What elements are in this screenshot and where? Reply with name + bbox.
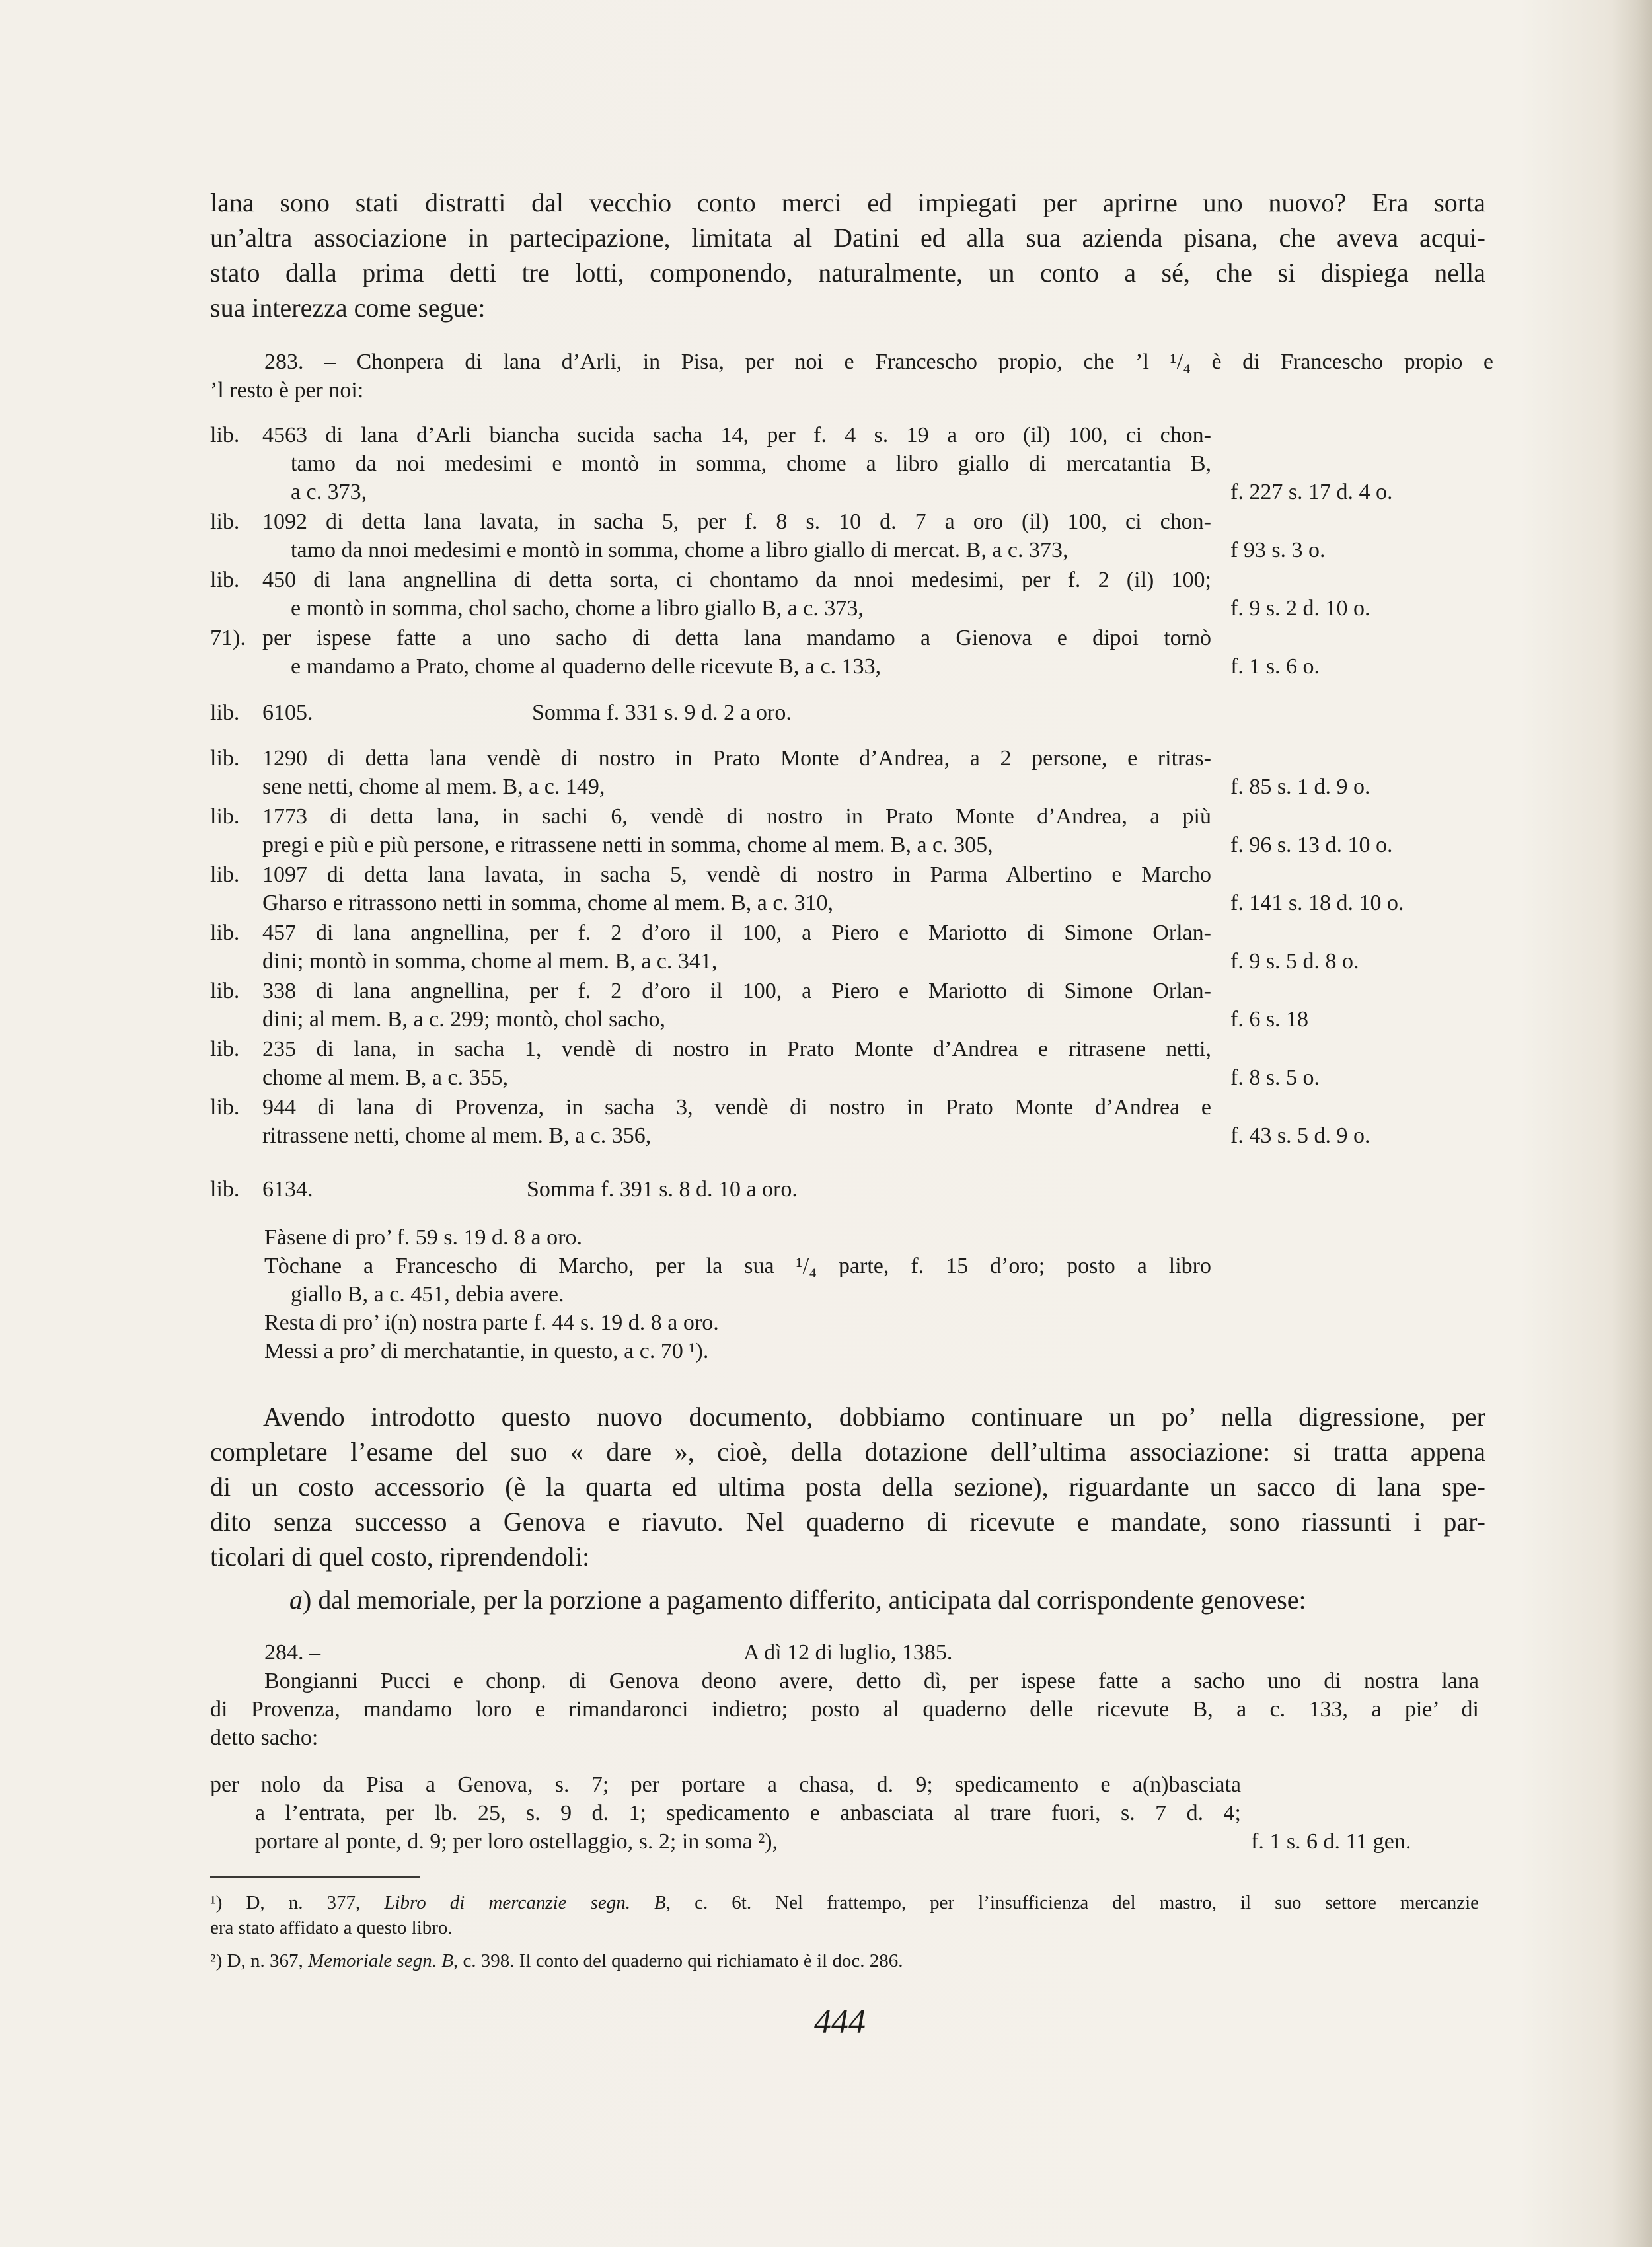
closing-line: Fàsene di pro’ f. 59 s. 19 d. 8 a oro. <box>264 1225 582 1250</box>
footnote-marker: ²) <box>210 1950 223 1971</box>
body-line: dito senza successo a Genova e riavuto. Nel quaderno di ricevute e mandate, sono riassunti i par- <box>210 1507 1485 1537</box>
total-qty: 6105. <box>262 701 313 725</box>
entry-label: lib. <box>210 1095 240 1120</box>
entry-amount: f. 227 s. 17 d. 4 o. <box>1230 480 1393 504</box>
entry-line: dini; al mem. B, a c. 299; montò, chol sacho, <box>262 1007 666 1032</box>
entry-label: lib. <box>210 423 240 447</box>
entry-label: lib. <box>210 568 240 592</box>
entry-line: 1290 di detta lana vendè di nostro in Prato Monte d’Andrea, a 2 persone, e ritras- <box>262 746 1211 771</box>
footnote-title: Memoriale segn. B, <box>308 1950 459 1971</box>
entry-line: 450 di lana angnellina di detta sorta, ci chontamo da nnoi medesimi, per f. 2 (il) 100; <box>262 568 1211 592</box>
footnote-title: Libro di mercanzie segn. B, <box>384 1892 671 1913</box>
doc-date: A dì 12 di luglio, 1385. <box>743 1640 953 1665</box>
entry-amount: f. 43 s. 5 d. 9 o. <box>1230 1124 1370 1148</box>
total-qty: 6134. <box>262 1177 313 1201</box>
doc-line: detto sacho: <box>210 1726 319 1750</box>
doc-number: 284. – <box>264 1640 320 1665</box>
footnote-text: c. 398. Il conto del quaderno qui richiamato è il doc. 286. <box>463 1950 903 1971</box>
cost-line: per nolo da Pisa a Genova, s. 7; per portare a chasa, d. 9; spedicamento e a(n)basciata <box>210 1772 1241 1797</box>
footnote-text: c. 6t. Nel frattempo, per l’insufficienza del mastro, il suo settore mercanzie <box>695 1892 1480 1913</box>
footnote-continuation: era stato affidato a questo libro. <box>210 1917 453 1938</box>
entry-line: e mandamo a Prato, chome al quaderno delle ricevute B, a c. 133, <box>291 654 882 679</box>
entry-label: lib. <box>210 804 240 829</box>
body-line: Avendo introdotto questo nuovo documento, dobbiamo continuare un po’ nella digressione, per <box>263 1402 1485 1431</box>
cost-line: a l’entrata, per lb. 25, s. 9 d. 1; spedicamento e anbasciata al trare fuori, s. 7 d. 4; <box>255 1801 1241 1825</box>
cost-line: portare al ponte, d. 9; per loro ostellaggio, s. 2; in soma ²), <box>255 1829 778 1854</box>
entry-amount: f. 9 s. 5 d. 8 o. <box>1230 949 1359 973</box>
closing-line: Tòchane a Francescho di Marcho, per la sua ¹/₄ parte, f. 15 d’oro; posto a libro <box>264 1254 1211 1278</box>
entry-amount: f. 6 s. 18 <box>1230 1007 1309 1032</box>
closing-line: Resta di pro’ i(n) nostra parte f. 44 s. 19 d. 8 a oro. <box>264 1311 719 1335</box>
body-line: di un costo accessorio (è la quarta ed ultima posta della sezione), riguardante un sacco di lana spe- <box>210 1472 1485 1502</box>
footnote-ref: D, n. 377, <box>246 1892 361 1913</box>
entry-line: 235 di lana, in sacha 1, vendè di nostro in Prato Monte d’Andrea e ritrasene netti, <box>262 1037 1211 1061</box>
page-edge-shadow <box>1612 0 1652 2247</box>
footnote <box>210 1890 1479 1915</box>
entry-amount: f. 8 s. 5 o. <box>1230 1065 1320 1090</box>
entry-line: 1773 di detta lana, in sachi 6, vendè di nostro in Prato Monte d’Andrea, a più <box>262 804 1211 829</box>
entry-line: per ispese fatte a uno sacho di detta lana mandamo a Gienova e dipoi tornò <box>262 626 1211 650</box>
entry-amount: f. 141 s. 18 d. 10 o. <box>1230 891 1404 915</box>
entry-line: 457 di lana angnellina, per f. 2 d’oro il 100, a Piero e Mariotto di Simone Orlan- <box>262 921 1211 945</box>
entry-label: lib. <box>210 979 240 1003</box>
list-text: ) dal memoriale, per la porzione a pagamento differito, anticipata dal corrispondente genovese: <box>303 1585 1306 1615</box>
body-line: ticolari di quel costo, riprendendoli: <box>210 1542 590 1572</box>
entry-line: e montò in somma, chol sacho, chome a libro giallo B, a c. 373, <box>291 596 864 621</box>
doc-line: di Provenza, mandamo loro e rimandaronci indietro; posto al quaderno delle ricevute B, a c. 133, a pie’ di <box>210 1697 1479 1722</box>
entry-label: lib. <box>210 510 240 534</box>
entry-line: 338 di lana angnellina, per f. 2 d’oro il 100, a Piero e Mariotto di Simone Orlan- <box>262 979 1211 1003</box>
entry-line: sene netti, chome al mem. B, a c. 149, <box>262 775 605 799</box>
entry-line: pregi e più e più persone, e ritrassene netti in somma, chome al mem. B, a c. 305, <box>262 833 993 857</box>
intro-line: lana sono stati distratti dal vecchio conto merci ed impiegati per aprirne uno nuovo? Era sorta <box>210 188 1485 217</box>
intro-line: sua interezza come segue: <box>210 293 486 323</box>
entry-amount: f. 9 s. 2 d. 10 o. <box>1230 596 1370 621</box>
total-sum: Somma f. 331 s. 9 d. 2 a oro. <box>532 701 792 725</box>
intro-line: un’altra associazione in partecipazione, limitata al Datini ed alla sua azienda pisana, che aveva acqui- <box>210 223 1485 252</box>
entry-amount: f. 1 s. 6 o. <box>1230 654 1320 679</box>
entry-line: tamo da noi medesimi e montò in somma, chome a libro giallo di mercatantia B, <box>291 451 1211 476</box>
entry-amount: f. 96 s. 13 d. 10 o. <box>1230 833 1393 857</box>
doc-line: Bongianni Pucci e chonp. di Genova deono avere, detto dì, per ispese fatte a sacho uno di nostra lana <box>264 1669 1479 1693</box>
entry-line: chome al mem. B, a c. 355, <box>262 1065 509 1090</box>
footnote-ref: D, n. 367, <box>227 1950 303 1971</box>
list-item-a <box>289 1582 1306 1617</box>
intro-line: stato dalla prima detti tre lotti, componendo, naturalmente, un conto a sé, che si dispiega nella <box>210 258 1485 287</box>
cost-total: f. 1 s. 6 d. 11 gen. <box>1251 1829 1411 1854</box>
total-label: lib. <box>210 1177 240 1201</box>
doc-heading: 283. – Chonpera di lana d’Arli, in Pisa, per noi e Francescho propio, che ’l ¹/₄ è di Francescho propio e <box>264 350 1493 374</box>
entry-line: 1092 di detta lana lavata, in sacha 5, per f. 8 s. 10 d. 7 a oro (il) 100, ci chon- <box>262 510 1211 534</box>
closing-line: giallo B, a c. 451, debia avere. <box>291 1282 564 1307</box>
entry-amount: f 93 s. 3 o. <box>1230 538 1326 562</box>
entry-amount: f. 85 s. 1 d. 9 o. <box>1230 775 1370 799</box>
entry-label: lib. <box>210 746 240 771</box>
entry-label: lib. <box>210 921 240 945</box>
total-label: lib. <box>210 701 240 725</box>
total-sum: Somma f. 391 s. 8 d. 10 a oro. <box>527 1177 798 1201</box>
entry-line: 944 di lana di Provenza, in sacha 3, vendè di nostro in Prato Monte d’Andrea e <box>262 1095 1211 1120</box>
entry-line: 1097 di detta lana lavata, in sacha 5, vendè di nostro in Parma Albertino e Marcho <box>262 862 1211 887</box>
entry-label: lib. <box>210 862 240 887</box>
doc-heading: ’l resto è per noi: <box>210 378 364 402</box>
list-letter: a <box>289 1585 303 1615</box>
page-number: 444 <box>814 2003 866 2041</box>
entry-line: dini; montò in somma, chome al mem. B, a c. 341, <box>262 949 718 973</box>
footnote <box>210 1948 903 1973</box>
entry-line: Gharso e ritrassono netti in somma, chome al mem. B, a c. 310, <box>262 891 833 915</box>
closing-line: Messi a pro’ di merchatantie, in questo, a c. 70 ¹). <box>264 1339 709 1363</box>
footnote-marker: ¹) <box>210 1892 223 1913</box>
entry-line: a c. 373, <box>291 480 367 504</box>
entry-line: ritrassene netti, chome al mem. B, a c. 356, <box>262 1124 652 1148</box>
body-line: completare l’esame del suo « dare », cioè, della dotazione dell’ultima associazione: si tratta appena <box>210 1437 1485 1466</box>
entry-line: 4563 di lana d’Arli biancha sucida sacha 14, per f. 4 s. 19 a oro (il) 100, ci chon- <box>262 423 1211 447</box>
footnote-rule <box>210 1876 420 1878</box>
entry-line: tamo da nnoi medesimi e montò in somma, chome a libro giallo di mercat. B, a c. 373, <box>291 538 1069 562</box>
entry-label: 71). <box>210 626 246 650</box>
entry-label: lib. <box>210 1037 240 1061</box>
